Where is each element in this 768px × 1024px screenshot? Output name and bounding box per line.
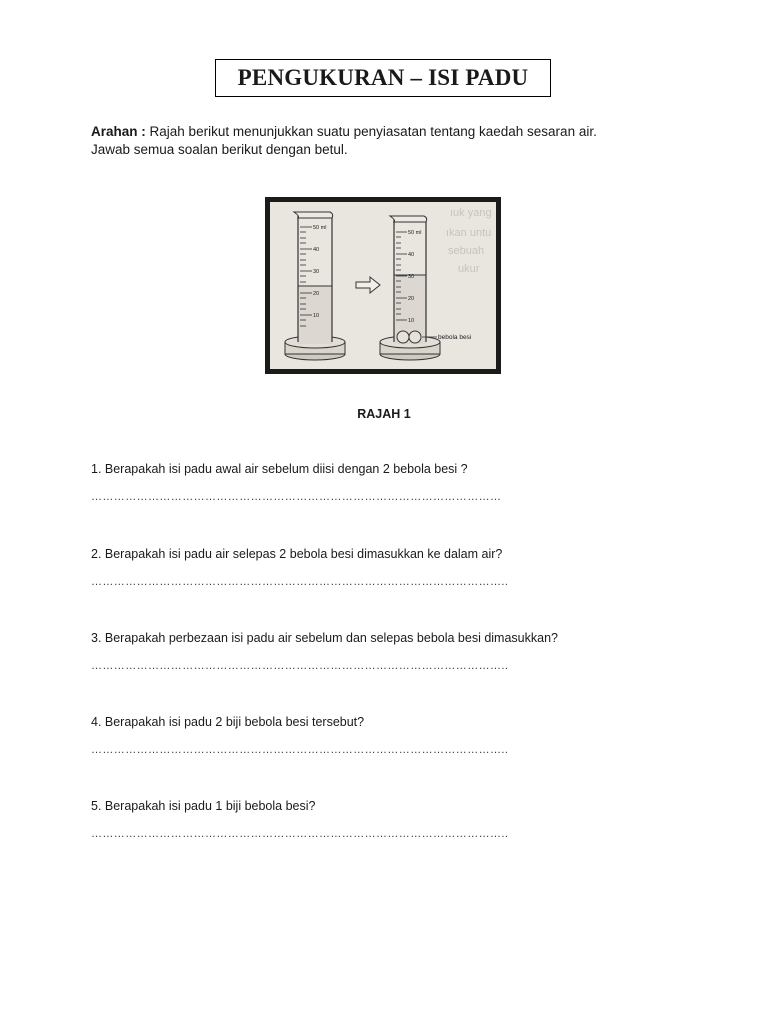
question-4: 4. Berapakah isi padu 2 biji bebola besi tersebut? bbox=[91, 715, 365, 729]
right-tick-label: 50 ml bbox=[408, 230, 422, 236]
answer-line-4[interactable]: ……………………………………………………………………………………………….. bbox=[91, 744, 509, 756]
measuring-cylinders-illustration bbox=[270, 202, 496, 369]
instructions-label: Arahan : bbox=[91, 124, 146, 139]
right-tick-label: 10 bbox=[408, 318, 415, 324]
svg-text:sebuah: sebuah bbox=[448, 245, 485, 257]
question-2: 2. Berapakah isi padu air selepas 2 bebola besi dimasukkan ke dalam air? bbox=[91, 547, 503, 561]
right-tick-label: 20 bbox=[408, 296, 415, 302]
displacement-figure bbox=[265, 197, 501, 374]
left-tick-label: 40 bbox=[313, 247, 320, 253]
svg-text:ukur: ukur bbox=[458, 263, 480, 275]
instructions-line-1: Rajah berikut menunjukkan suatu penyiasatan tentang kaedah sesaran air. bbox=[149, 124, 597, 139]
svg-text:ıuk yang: ıuk yang bbox=[450, 207, 492, 219]
question-5: 5. Berapakah isi padu 1 biji bebola besi? bbox=[91, 799, 316, 813]
left-tick-label: 20 bbox=[313, 291, 320, 297]
answer-line-5[interactable]: ……………………………………………………………………………………………….. bbox=[91, 828, 509, 840]
question-1: 1. Berapakah isi padu awal air sebelum diisi dengan 2 bebola besi ? bbox=[91, 462, 468, 476]
title-text: PENGUKURAN – ISI PADU bbox=[237, 65, 529, 90]
ball-label: bebola besi bbox=[438, 334, 472, 341]
left-tick-label: 50 ml bbox=[313, 225, 327, 231]
instructions-line-2: Jawab semua soalan berikut dengan betul. bbox=[91, 142, 348, 157]
question-3: 3. Berapakah perbezaan isi padu air sebelum dan selepas bebola besi dimasukkan? bbox=[91, 631, 558, 645]
right-tick-label: 30 bbox=[408, 274, 415, 280]
instructions bbox=[91, 123, 691, 159]
figure-caption: RAJAH 1 bbox=[357, 407, 411, 421]
answer-line-1[interactable]: ……………………………………………………………………………………………… bbox=[91, 491, 502, 503]
right-tick-label: 40 bbox=[408, 252, 415, 258]
page-title bbox=[215, 59, 551, 97]
answer-line-3[interactable]: ……………………………………………………………………………………………….. bbox=[91, 660, 509, 672]
answer-line-2[interactable]: ……………………………………………………………………………………………….. bbox=[91, 576, 509, 588]
left-tick-label: 10 bbox=[313, 313, 320, 319]
svg-text:ıkan untu: ıkan untu bbox=[446, 227, 492, 239]
left-tick-label: 30 bbox=[313, 269, 320, 275]
